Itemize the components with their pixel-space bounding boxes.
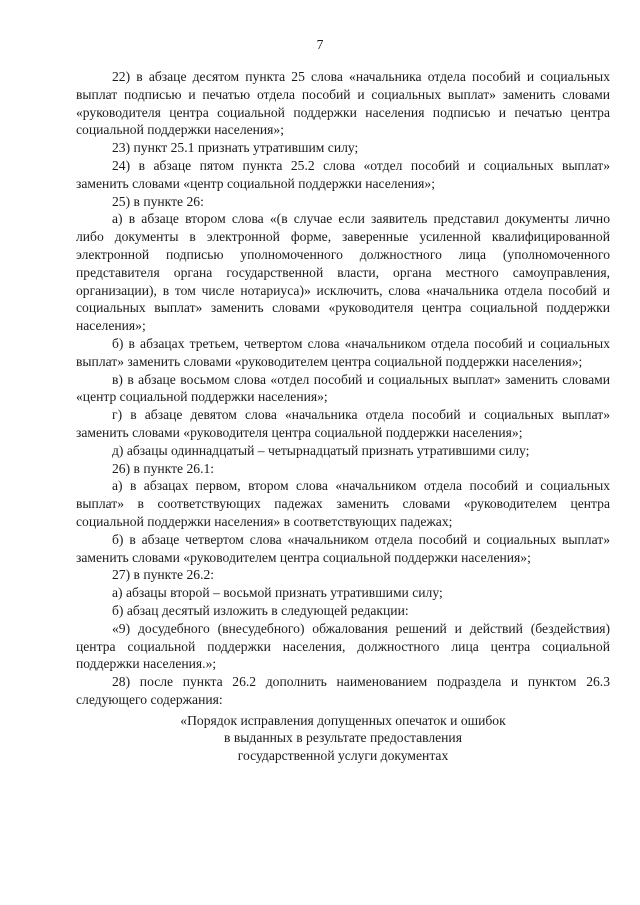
paragraph-26: 26) в пункте 26.1: bbox=[112, 460, 215, 476]
page-number: 7 bbox=[316, 37, 324, 52]
paragraph-24: 24) в абзаце пятом пункта 25.2 слова «отдел пособий и социальных выплат» заменить словами «центр социальной поддержки населения»; bbox=[76, 157, 610, 191]
paragraph-25-b: б) в абзацах третьем, четвертом слова «начальником отдела пособий и социальных выплат» заменить словами «руководителем центра социальной поддержки населения»; bbox=[76, 335, 610, 369]
document-body bbox=[76, 68, 610, 765]
subsection-heading-line: в выданных в результате предоставления bbox=[224, 730, 462, 746]
paragraph-27-b: б) абзац десятый изложить в следующей редакции: bbox=[112, 602, 409, 618]
paragraph-25-a: а) в абзаце втором слова «(в случае если заявитель представил документы лично либо документы в электронной форме, заверенные усиленной квалифицированной электронной подписью уполномоченного должностного лица (уполномоченного представителя органа государственной власти, органа местного самоуправления, организации), в том числе нотариуса)» исключить, слова «начальника отдела пособий и социальных выплат» заменить словами «руководителя центра социальной поддержки населения»; bbox=[76, 211, 610, 334]
paragraph-27-quote: «9) досудебного (внесудебного) обжалования решений и действий (бездействия) центра социальной поддержки населения, должностного лица центра социальной поддержки населения.»; bbox=[76, 620, 610, 672]
paragraph-25-d: д) абзацы одиннадцатый – четырнадцатый признать утратившими силу; bbox=[112, 442, 530, 458]
paragraph-22: 22) в абзаце десятом пункта 25 слова «начальника отдела пособий и социальных выплат подписью и печатью отдела пособий и социальных выплат» заменить словами «руководителя центра социальной поддержки населения подписью и печатью центра социальной поддержки населения»; bbox=[76, 69, 610, 138]
paragraph-27: 27) в пункте 26.2: bbox=[112, 567, 215, 583]
paragraph-26-a: а) в абзацах первом, втором слова «начальником отдела пособий и социальных выплат» в соответствующих падежах заменить словами «руководителем центра социальной поддержки населения» в соответствующих падежах; bbox=[76, 478, 610, 529]
paragraph-25-g: г) в абзаце девятом слова «начальника отдела пособий и социальных выплат» заменить словами «руководителя центра социальной поддержки населения»; bbox=[76, 407, 610, 440]
subsection-heading-line: «Порядок исправления допущенных опечаток и ошибок bbox=[180, 712, 506, 728]
paragraph-27-a: а) абзацы второй – восьмой признать утратившими силу; bbox=[112, 585, 443, 601]
paragraph-26-b: б) в абзаце четвертом слова «начальником отдела пособий и социальных выплат» заменить словами «руководителем центра социальной поддержки населения»; bbox=[76, 531, 610, 565]
paragraph-25-v: в) в абзаце восьмом слова «отдел пособий и социальных выплат» заменить словами «центр социальной поддержки населения»; bbox=[76, 371, 610, 405]
paragraph-28: 28) после пункта 26.2 дополнить наименованием подраздела и пунктом 26.3 следующего содержания: bbox=[76, 674, 610, 707]
paragraph-25: 25) в пункте 26: bbox=[112, 193, 204, 209]
paragraph-23: 23) пункт 25.1 признать утратившим силу; bbox=[112, 140, 359, 156]
subsection-heading bbox=[76, 712, 610, 765]
subsection-heading-line: государственной услуги документах bbox=[237, 748, 449, 764]
